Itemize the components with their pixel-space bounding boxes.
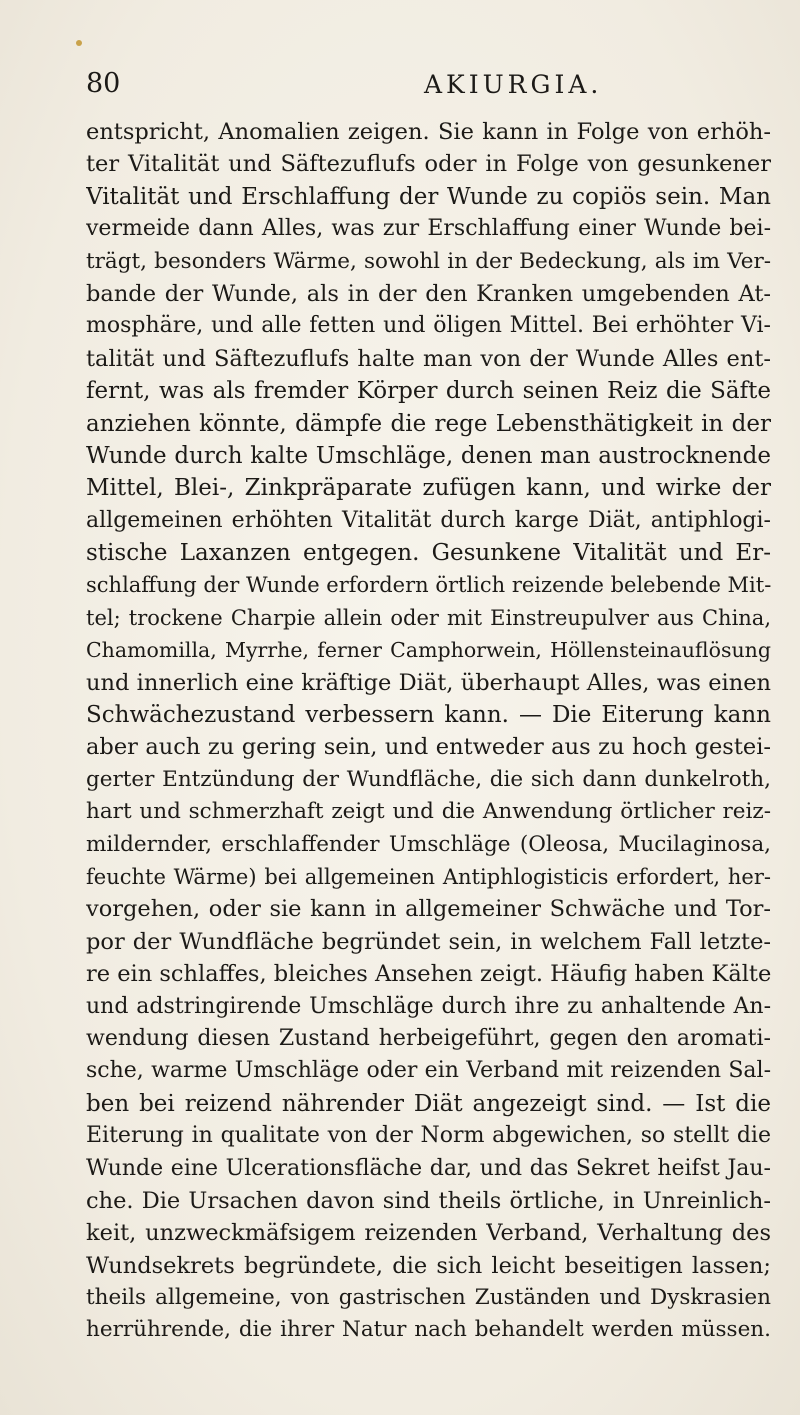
text-line: mosphäre, und alle fetten und öligen Mittel. Bei erhöhter Vi- bbox=[86, 313, 771, 339]
text-line: Wunde durch kalte Umschläge, denen man austrocknende bbox=[86, 442, 771, 469]
text-line: ter Vitalität und Säftezuflufs oder in Folge von gesunkener bbox=[86, 151, 771, 178]
text-line: por der Wundfläche begründet sein, in welchem Fall letzte- bbox=[86, 928, 771, 955]
running-title: AKIURGIA. bbox=[424, 70, 603, 99]
text-line: re ein schlaffes, bleiches Ansehen zeigt. Häufig haben Kälte bbox=[86, 961, 771, 988]
text-line: mildernder, erschlaffender Umschläge (Oleosa, Mucilaginosa, bbox=[86, 831, 771, 857]
text-line: Eiterung in qualitate von der Norm abgewichen, so stellt die bbox=[86, 1123, 771, 1149]
text-line: aber auch zu gering sein, und entweder aus zu hoch gestei- bbox=[86, 734, 771, 761]
text-line: Chamomilla, Myrrhe, ferner Camphorwein, Höllensteinauflösung bbox=[86, 638, 771, 663]
text-line: wendung diesen Zustand herbeigeführt, gegen den aromati- bbox=[86, 1025, 771, 1051]
text-line: allgemeinen erhöhten Vitalität durch karge Diät, antiphlogi- bbox=[86, 507, 771, 533]
page-number: 80 bbox=[86, 68, 121, 99]
text-line: vermeide dann Alles, was zur Erschlaffung einer Wunde bei- bbox=[86, 216, 771, 242]
text-line: Schwächezustand verbessern kann. — Die Eiterung kann bbox=[86, 702, 771, 729]
text-line: keit, unzweckmäfsigem reizenden Verband, Verhaltung des bbox=[86, 1220, 771, 1247]
text-line: herrührende, die ihrer Natur nach behandelt werden müssen. bbox=[86, 1317, 771, 1343]
text-line: bande der Wunde, als in der den Kranken umgebenden At- bbox=[86, 280, 771, 307]
paper-speck bbox=[76, 40, 82, 46]
text-line: fernt, was als fremder Körper durch seinen Reiz die Säfte bbox=[86, 378, 771, 405]
text-line: che. Die Ursachen davon sind theils örtliche, in Unreinlich- bbox=[86, 1187, 771, 1214]
text-line: ben bei reizend nährender Diät angezeigt sind. — Ist die bbox=[86, 1090, 771, 1117]
page-header bbox=[86, 68, 771, 108]
text-line: talität und Säftezuflufs halte man von der Wunde Alles ent- bbox=[86, 345, 771, 372]
text-line: Mittel, Blei-, Zinkpräparate zufügen kann, und wirke der bbox=[86, 475, 771, 502]
text-line: schlaffung der Wunde erfordern örtlich reizende belebende Mit- bbox=[86, 573, 771, 598]
text-line: hart und schmerzhaft zeigt und die Anwendung örtlicher reiz- bbox=[86, 799, 771, 825]
text-line: und innerlich eine kräftige Diät, überhaupt Alles, was einen bbox=[86, 669, 771, 696]
text-line: gerter Entzündung der Wundfläche, die sich dann dunkelroth, bbox=[86, 766, 771, 792]
text-line: tel; trockene Charpie allein oder mit Einstreupulver aus China, bbox=[86, 605, 771, 630]
body-text bbox=[86, 116, 771, 1347]
text-line: vorgehen, oder sie kann in allgemeiner Schwäche und Tor- bbox=[86, 896, 771, 923]
text-line: und adstringirende Umschläge durch ihre zu anhaltende An- bbox=[86, 993, 771, 1019]
text-line: feuchte Wärme) bei allgemeinen Antiphlogisticis erfordert, her- bbox=[86, 864, 771, 889]
text-line: Vitalität und Erschlaffung der Wunde zu copiös sein. Man bbox=[86, 183, 771, 210]
text-line: trägt, besonders Wärme, sowohl in der Bedeckung, als im Ver- bbox=[86, 248, 771, 274]
text-line: entspricht, Anomalien zeigen. Sie kann in Folge von erhöh- bbox=[86, 119, 771, 145]
text-line: stische Laxanzen entgegen. Gesunkene Vitalität und Er- bbox=[86, 540, 771, 567]
text-line: Wundsekrets begründete, die sich leicht beseitigen lassen; bbox=[86, 1252, 771, 1279]
text-line: theils allgemeine, von gastrischen Zuständen und Dyskrasien bbox=[86, 1285, 771, 1311]
text-line: Wunde eine Ulcerationsfläche dar, und das Sekret heifst Jau- bbox=[86, 1155, 771, 1181]
text-line: sche, warme Umschläge oder ein Verband mit reizenden Sal- bbox=[86, 1058, 771, 1084]
text-line: anziehen könnte, dämpfe die rege Lebensthätigkeit in der bbox=[86, 410, 771, 437]
